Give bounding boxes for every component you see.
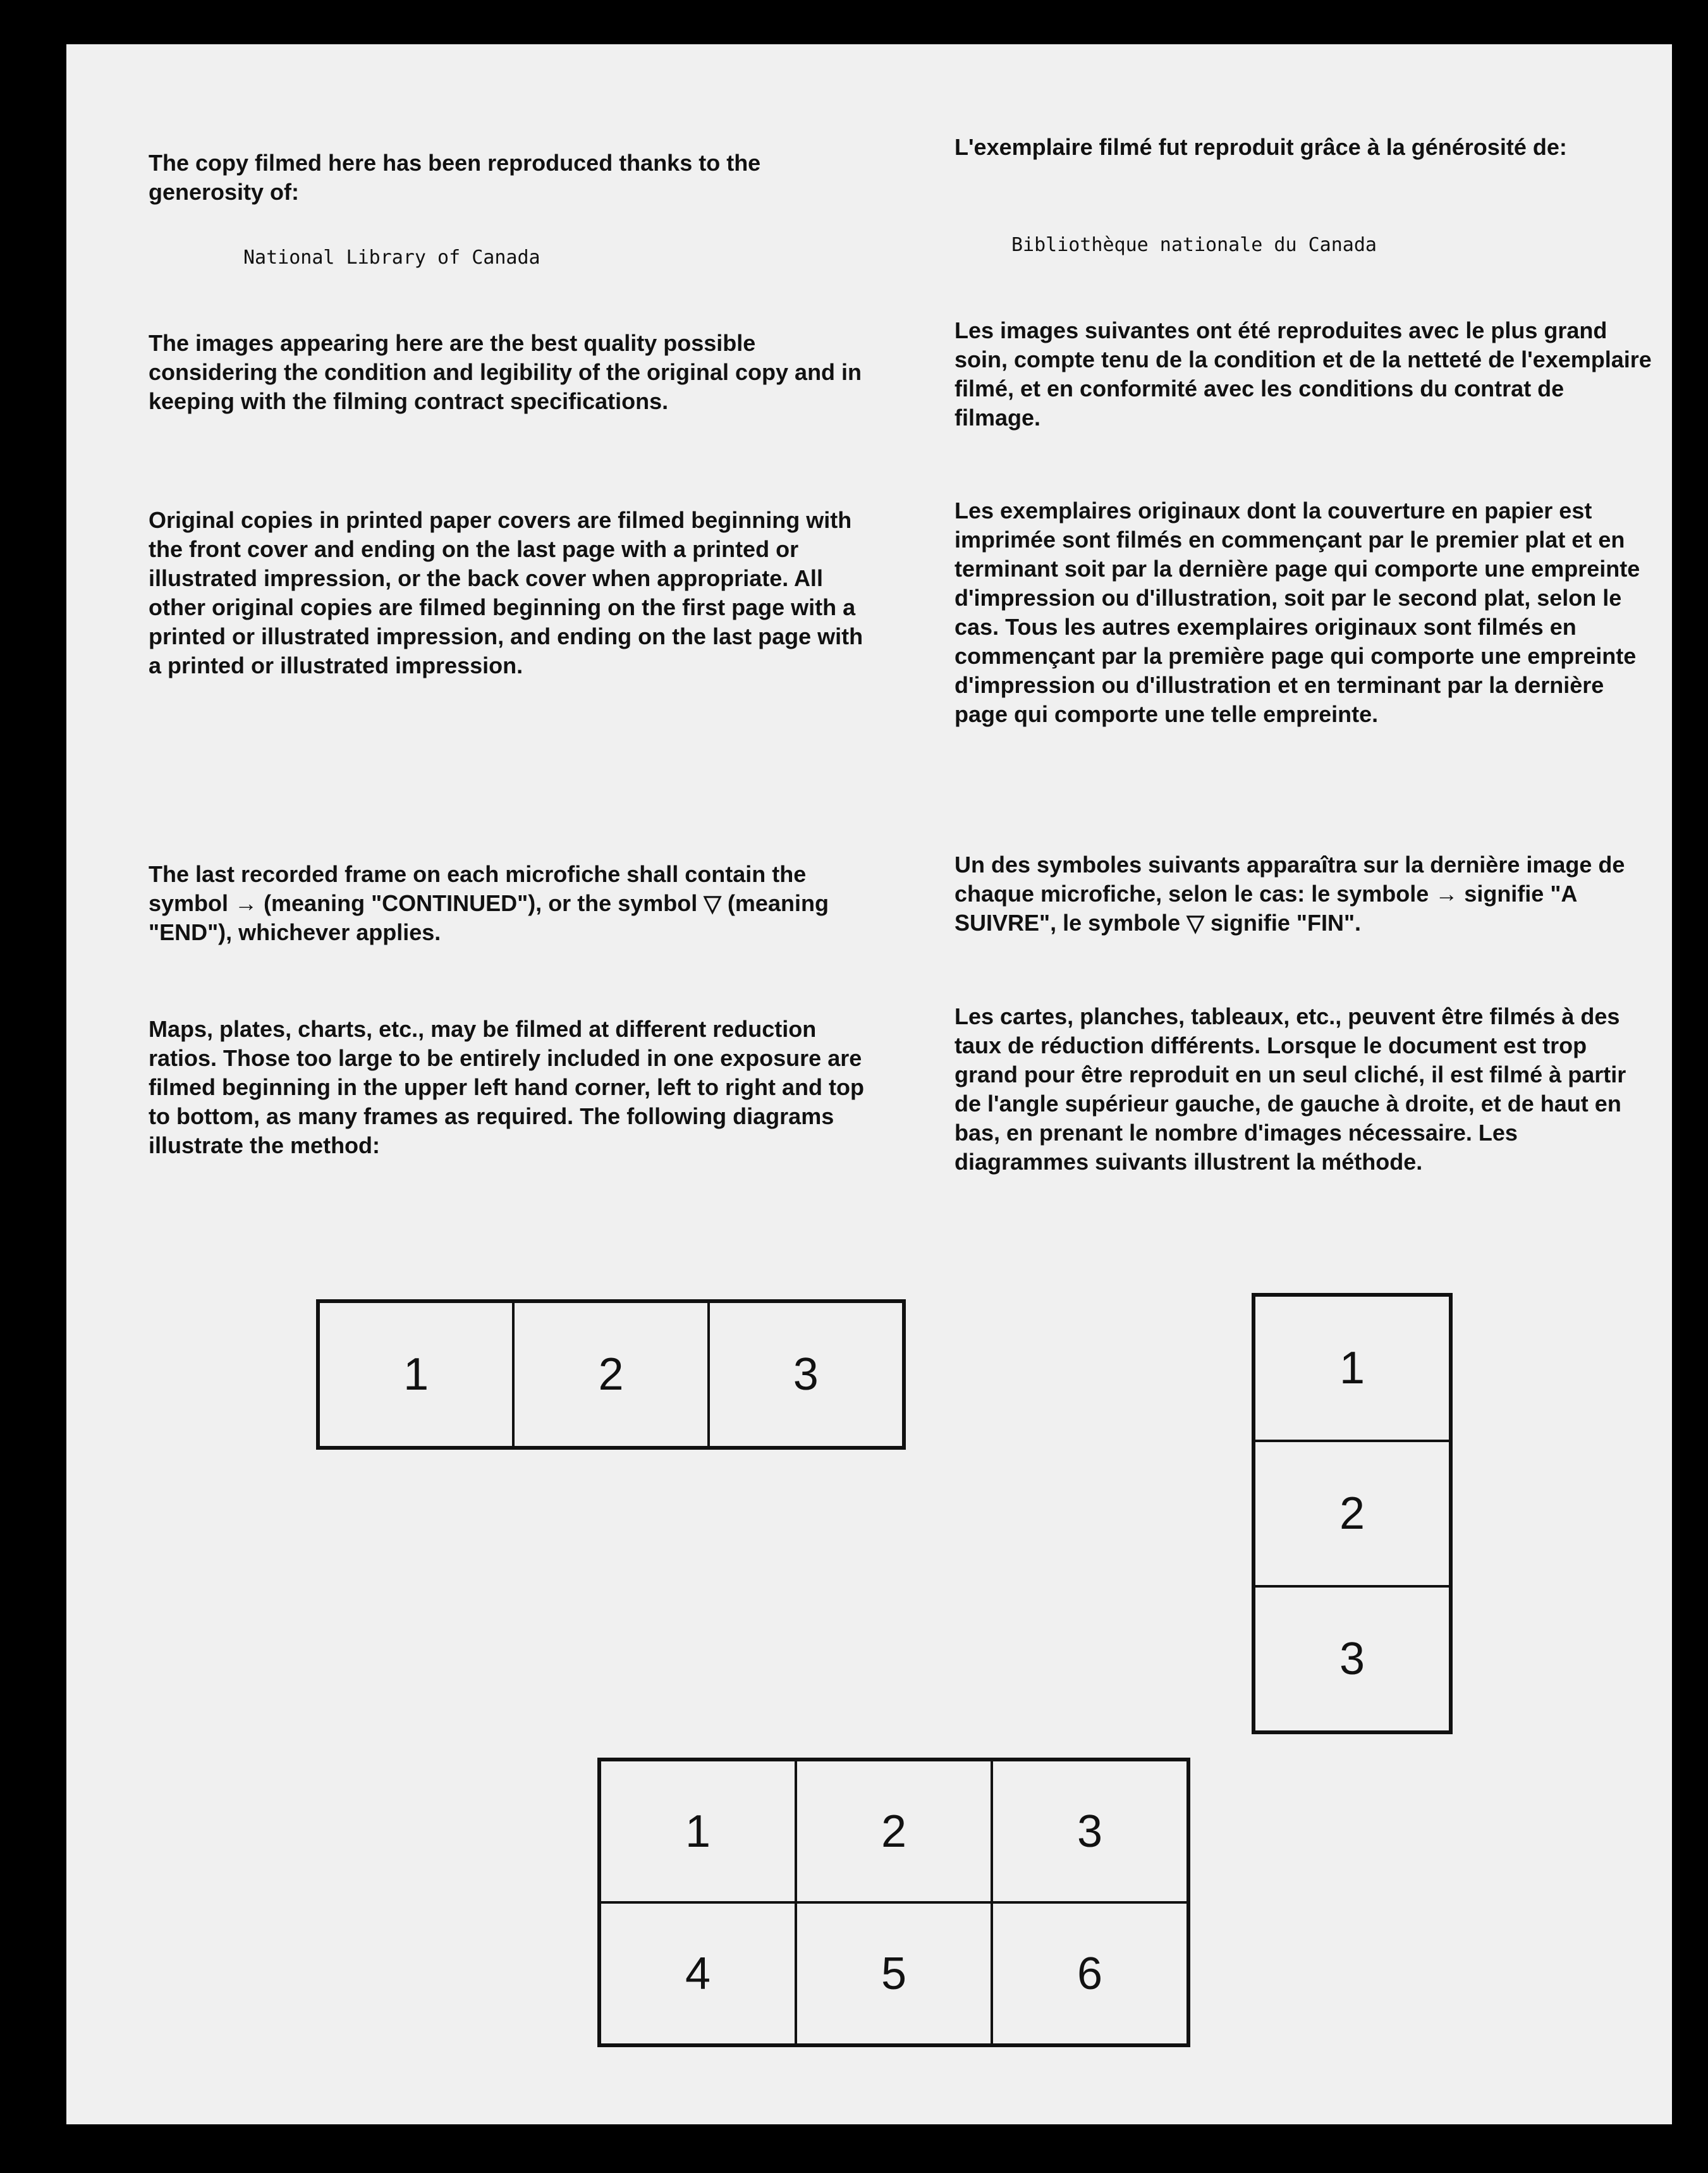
left-column bbox=[149, 149, 869, 207]
triangle-icon: ▽ bbox=[704, 890, 721, 916]
left-symbols-text bbox=[149, 860, 869, 947]
diagram-cell: 2 bbox=[513, 1302, 708, 1447]
left-original-copies bbox=[149, 506, 869, 680]
left-quality bbox=[149, 329, 869, 416]
document-page bbox=[66, 44, 1672, 2124]
diagram-cell: 1 bbox=[1254, 1295, 1450, 1441]
arrow-icon: → bbox=[235, 890, 258, 916]
left-symbols-part1: The last recorded frame on each microfiche shall contain the symbol bbox=[149, 861, 807, 916]
diagram-cell: 4 bbox=[600, 1902, 796, 2045]
left-symbols-part2: (meaning "CONTINUED"), or the symbol bbox=[257, 890, 704, 916]
diagram-cell: 3 bbox=[709, 1302, 903, 1447]
right-symbols-part1: Un des symboles suivants apparaîtra sur la dernière image de chaque microfiche, selon le cas: le symbole bbox=[955, 852, 1625, 907]
diagram-cell: 3 bbox=[992, 1760, 1188, 1902]
right-symbols bbox=[955, 850, 1656, 938]
right-thanks: L'exemplaire filmé fut reproduit grâce à la générosité de: bbox=[955, 134, 1567, 160]
right-library: Bibliothèque nationale du Canada bbox=[1011, 234, 1377, 256]
right-symbols-text bbox=[955, 850, 1656, 938]
triangle-icon: ▽ bbox=[1186, 910, 1204, 936]
diagram-vertical bbox=[1252, 1293, 1453, 1734]
diagram-cell: 2 bbox=[796, 1760, 992, 1902]
right-symbols-part3: signifie "FIN". bbox=[1204, 910, 1362, 936]
left-maps bbox=[149, 1015, 869, 1160]
left-original-copies-text: Original copies in printed paper covers are filmed beginning with the front cover and ending on the last page with a printed or illustrated impression, or the back cover when appropriate. All other original copies are filmed beginning on the first page with a printed or illustrated impression, and ending on the last page with a printed or illustrated impression. bbox=[149, 507, 863, 678]
right-symbols-part2: signifie "A SUIVRE", le symbole bbox=[955, 881, 1577, 936]
diagram-cell: 1 bbox=[600, 1760, 796, 1902]
left-library: National Library of Canada bbox=[243, 247, 540, 269]
left-symbols-part3: (meaning "END"), whichever applies. bbox=[149, 890, 829, 945]
diagram-cell: 6 bbox=[992, 1902, 1188, 2045]
diagram-cell: 3 bbox=[1254, 1586, 1450, 1732]
left-quality-text: The images appearing here are the best quality possible considering the condition and legibility of the original copy and in keeping with the filming contract specifications. bbox=[149, 330, 862, 414]
diagram-horizontal bbox=[316, 1299, 906, 1450]
right-maps-text: Les cartes, planches, tableaux, etc., peuvent être filmés à des taux de réduction différents. Lorsque le document est trop grand pour être reproduit en un seul cliché, il est filmé à partir de l'angle supérieur gauche, de gauche à droite, et de haut en bas, en prenant le nombre d'images nécessaire. Les diagrammes suivants illustrent la méthode. bbox=[955, 1003, 1626, 1175]
diagram-cell: 5 bbox=[796, 1902, 992, 2045]
diagram-grid bbox=[597, 1758, 1190, 2047]
arrow-icon: → bbox=[1435, 881, 1458, 907]
left-thanks: The copy filmed here has been reproduced thanks to the generosity of: bbox=[149, 150, 761, 205]
right-maps bbox=[955, 1002, 1656, 1177]
right-original-copies-text: Les exemplaires originaux dont la couverture en papier est imprimée sont filmés en commençant par le premier plat et en terminant soit par la dernière page qui comporte une empreinte d'impression ou d'illustration, soit par le second plat, selon le cas. Tous les autres exemplaires originaux sont filmés en commençant par la première page qui comporte une empreinte d'impression ou d'illustration et en terminant par la dernière page qui comporte une telle empreinte. bbox=[955, 498, 1640, 727]
left-symbols bbox=[149, 860, 869, 947]
right-original-copies bbox=[955, 496, 1656, 729]
right-quality-text: Les images suivantes ont été reproduites avec le plus grand soin, compte tenu de la condition et de la netteté de l'exemplaire filmé, et en conformité avec les conditions du contrat de filmage. bbox=[955, 317, 1652, 431]
right-column bbox=[955, 133, 1656, 162]
diagram-cell: 2 bbox=[1254, 1441, 1450, 1586]
diagram-cell: 1 bbox=[319, 1302, 513, 1447]
left-maps-text: Maps, plates, charts, etc., may be filmed at different reduction ratios. Those too large to be entirely included in one exposure are filmed beginning in the upper left hand corner, left to right and top to bottom, as many frames as required. The following diagrams illustrate the method: bbox=[149, 1016, 864, 1158]
right-quality bbox=[955, 316, 1656, 432]
